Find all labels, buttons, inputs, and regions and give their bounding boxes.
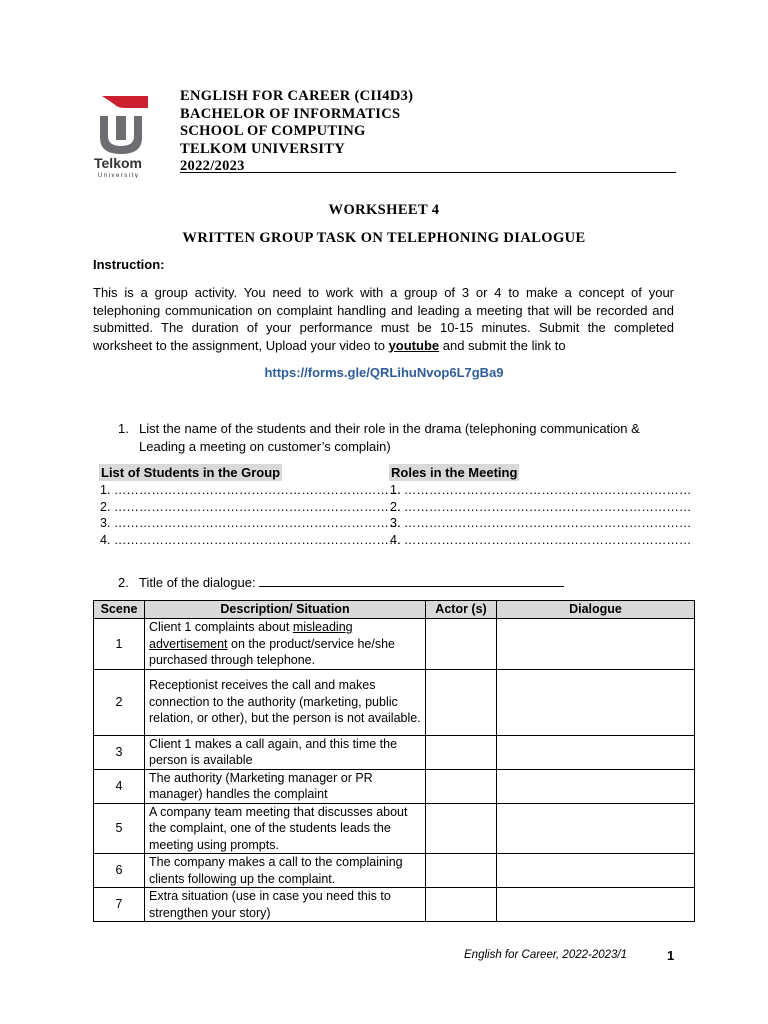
role-line-2[interactable]: 2. …………………………………………………………… <box>390 499 692 514</box>
youtube-word: youtube <box>388 337 440 353</box>
description-text-tail: on the product/service he/she purchased through telephone. <box>149 636 395 667</box>
question-1-number: 1. <box>118 421 129 436</box>
logo-subtext: University <box>98 173 140 178</box>
logo-wordmark: Telkom <box>94 155 142 171</box>
header-description: Description/ Situation <box>145 601 426 619</box>
role-line-4[interactable]: 4. …………………………………………………………… <box>390 532 692 547</box>
scene-description: The authority (Marketing manager or PR manager) handles the complaint <box>145 769 426 803</box>
scene-description: A company team meeting that discusses about the complaint, one of the students leads the meeting using prompts. <box>145 803 426 854</box>
program-name: BACHELOR OF INFORMATICS <box>180 105 401 122</box>
page-number: 1 <box>667 948 675 963</box>
students-heading: List of Students in the Group <box>101 465 281 480</box>
document-header <box>180 88 413 176</box>
dialogue-cell[interactable] <box>497 803 695 854</box>
academic-year: 2022/2023 <box>180 158 245 174</box>
scene-number: 6 <box>94 854 145 888</box>
student-line-4[interactable]: 4. …………………………………………………………… <box>100 532 402 547</box>
scene-table <box>93 600 695 922</box>
instruction-body: This is a group activity. You need to work with a group of 3 or 4 to make a concept of your telephoning communication on complaint handling and leading a meeting that will be recorded and submitted. The duration of your performance must be 10-15 minutes. Submit the completed worksheet to the assignment, Upload your video to <box>93 285 674 353</box>
scene-description: Receptionist receives the call and makes connection to the authority (marketing, public relation, or other), but the person is not available. <box>145 669 426 735</box>
table-header-row <box>94 601 695 619</box>
scene-number: 2 <box>94 669 145 735</box>
scene-number: 5 <box>94 803 145 854</box>
student-line-2[interactable]: 2. …………………………………………………………… <box>100 499 402 514</box>
scene-description: Extra situation (use in case you need this to strengthen your story) <box>145 888 426 922</box>
instruction-text <box>93 284 674 354</box>
scene-description: The company makes a call to the complaining clients following up the complaint. <box>145 854 426 888</box>
question-2 <box>118 574 564 590</box>
question-1-text: List the name of the students and their role in the drama (telephoning communication & Leading a meeting on customer’s complain) <box>139 421 640 454</box>
table-row <box>94 669 695 735</box>
actor-cell[interactable] <box>426 854 497 888</box>
table-row <box>94 888 695 922</box>
instruction-label: Instruction: <box>93 257 165 272</box>
dialogue-cell[interactable] <box>497 735 695 769</box>
course-title: ENGLISH FOR CAREER (CII4D3) <box>180 88 414 104</box>
question-2-text: Title of the dialogue: <box>139 575 260 590</box>
university-name: TELKOM UNIVERSITY <box>180 140 346 157</box>
students-list <box>100 482 401 548</box>
header-dialogue: Dialogue <box>497 601 695 619</box>
student-line-1[interactable]: 1. …………………………………………………………… <box>100 483 402 497</box>
actor-cell[interactable] <box>426 888 497 922</box>
table-row <box>94 619 695 670</box>
dialogue-cell[interactable] <box>497 769 695 803</box>
task-title: WRITTEN GROUP TASK ON TELEPHONING DIALOGUE <box>182 230 586 246</box>
table-row <box>94 854 695 888</box>
actor-cell[interactable] <box>426 769 497 803</box>
table-row <box>94 769 695 803</box>
scene-number: 3 <box>94 735 145 769</box>
scene-description: Client 1 makes a call again, and this time the person is available <box>145 735 426 769</box>
description-text: Client 1 complaints about <box>149 620 293 634</box>
question-2-number: 2. <box>118 575 129 590</box>
worksheet-title: WORKSHEET 4 <box>328 202 440 218</box>
header-scene: Scene <box>94 601 145 619</box>
submission-link[interactable]: https://forms.gle/QRLihuNvop6L7gBa9 <box>264 365 504 380</box>
dialogue-cell[interactable] <box>497 619 695 670</box>
school-name: SCHOOL OF COMPUTING <box>180 123 366 139</box>
table-row <box>94 803 695 854</box>
table-row <box>94 735 695 769</box>
footer-text: English for Career, 2022-2023/1 <box>464 949 628 961</box>
header-actor: Actor (s) <box>426 601 497 619</box>
actor-cell[interactable] <box>426 803 497 854</box>
header-divider <box>180 172 676 173</box>
student-line-3[interactable]: 3. …………………………………………………………… <box>100 516 402 530</box>
dialogue-cell[interactable] <box>497 888 695 922</box>
roles-list <box>390 482 691 548</box>
actor-cell[interactable] <box>426 619 497 670</box>
telkom-logo-mark <box>94 92 160 178</box>
dialogue-cell[interactable] <box>497 669 695 735</box>
scene-number: 4 <box>94 769 145 803</box>
scene-description <box>145 619 426 670</box>
actor-cell[interactable] <box>426 669 497 735</box>
dialogue-title-field[interactable] <box>259 574 564 587</box>
actor-cell[interactable] <box>426 735 497 769</box>
instruction-tail: and submit the link to <box>439 337 566 353</box>
dialogue-cell[interactable] <box>497 854 695 888</box>
scene-number: 7 <box>94 888 145 922</box>
role-line-1[interactable]: 1. …………………………………………………………… <box>390 483 692 497</box>
roles-heading: Roles in the Meeting <box>391 465 518 480</box>
question-1 <box>118 420 658 455</box>
description-underlined: misleading advertisement <box>149 620 353 651</box>
telkom-university-logo <box>94 92 160 178</box>
scene-number: 1 <box>94 619 145 670</box>
role-line-3[interactable]: 3. …………………………………………………………… <box>390 516 692 530</box>
